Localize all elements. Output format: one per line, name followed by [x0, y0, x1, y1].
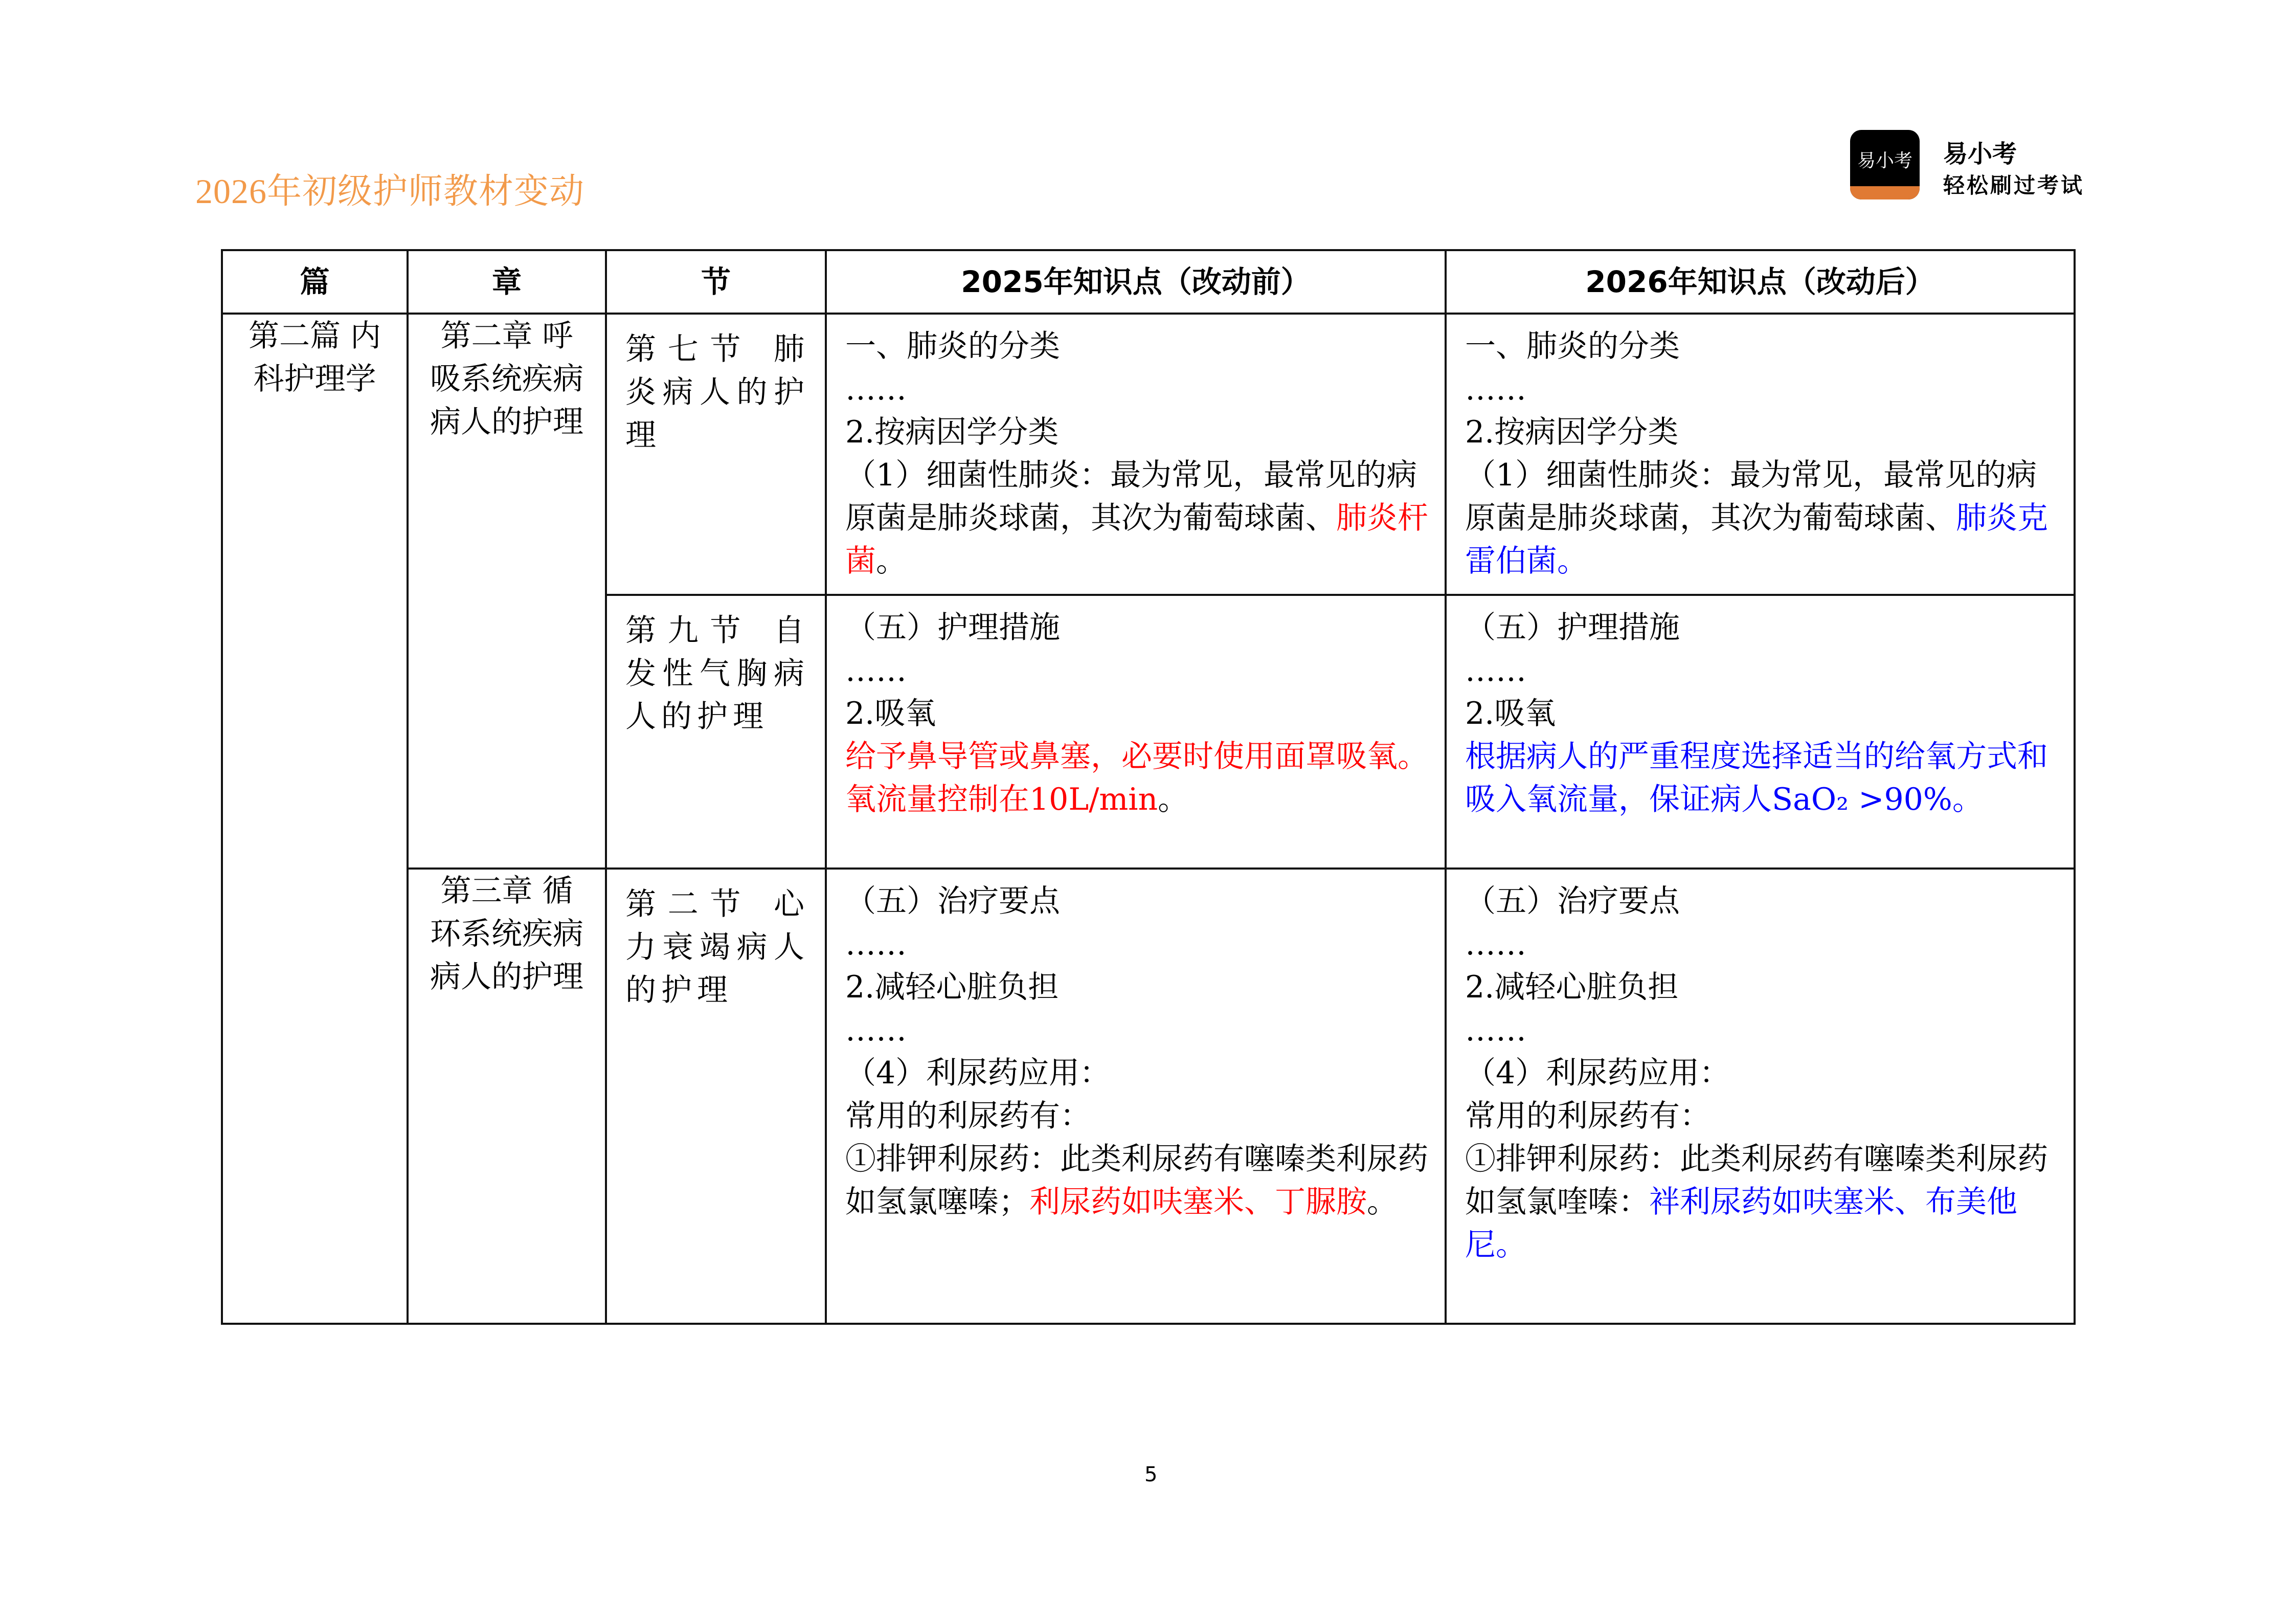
unchanged-text: （1）细菌性肺炎：最为常见，最常见的病原菌是肺炎球菌，其次为葡萄球菌、: [1465, 457, 2037, 536]
paragraph-end: 。: [1367, 1184, 1398, 1220]
unchanged-text: ①排钾利尿药：此类利尿药有噻嗪类利尿药如氢氯喹嗪：: [1465, 1141, 2048, 1220]
column-header-before: 2025年知识点（改动前）: [826, 250, 1446, 314]
app-logo-icon: [1850, 130, 1920, 199]
content-line: 2.按病因学分类: [845, 414, 1059, 450]
content-paragraph: [845, 1138, 1429, 1223]
table-row: [222, 869, 2075, 1324]
removed-text: 利尿药如呋塞米、丁脲胺: [1029, 1184, 1367, 1220]
document-title: 2026年初级护师教材变动: [195, 172, 585, 211]
content-line: （五）治疗要点: [845, 883, 1060, 919]
content-line: 常用的利尿药有：: [845, 1098, 1091, 1134]
added-text: 根据病人的严重程度选择适当的给氧方式和吸入氧流量，保证病人SaO₂ >90%。: [1465, 739, 2048, 817]
paragraph-end: 。: [876, 543, 907, 579]
content-line: （4）利尿药应用：: [845, 1055, 1111, 1091]
part-cell: 第二篇 内科护理学: [222, 314, 408, 1324]
section-cell: 第九节 自发性气胸病人的护理: [606, 595, 826, 869]
page-number: 5: [1144, 1463, 1158, 1486]
content-line: （五）护理措施: [1465, 610, 1680, 646]
column-header-part: 篇: [222, 250, 408, 314]
logo-band: [1850, 186, 1920, 199]
content-line: （五）护理措施: [845, 610, 1060, 646]
paragraph-end: 。: [1158, 782, 1189, 817]
content-paragraph: [1465, 735, 2058, 821]
after-cell: [1446, 595, 2075, 869]
logo-text: 易小考: [1857, 150, 1912, 171]
content-paragraph: [1465, 1138, 2058, 1266]
content-line: ……: [1465, 371, 1526, 407]
chapter-cell: 第二章 呼吸系统疾病病人的护理: [408, 314, 606, 869]
column-header-chapter: 章: [408, 250, 606, 314]
brand-name: 易小考: [1943, 140, 2017, 168]
content-paragraph: [845, 454, 1429, 583]
removed-text: 肺炎杆菌: [845, 500, 1428, 579]
chapter-cell: 第三章 循环系统疾病病人的护理: [408, 869, 606, 1324]
content-line: ……: [845, 371, 907, 407]
column-header-section: 节: [606, 250, 826, 314]
section-cell: 第二节 心力衰竭病人的护理: [606, 869, 826, 1324]
section-cell: 第七节 肺炎病人的护理: [606, 314, 826, 595]
table-row: [222, 314, 2075, 595]
content-line: ……: [845, 1012, 907, 1048]
content-line: 一、肺炎的分类: [1465, 328, 1680, 364]
content-line: ……: [1465, 926, 1526, 962]
before-cell: [826, 869, 1446, 1324]
unchanged-text: （1）细菌性肺炎：最为常见，最常见的病原菌是肺炎球菌，其次为葡萄球菌、: [845, 457, 1417, 536]
content-line: ……: [1465, 1012, 1526, 1048]
content-line: ……: [1465, 653, 1526, 688]
content-line: 2.吸氧: [845, 696, 936, 731]
column-header-after: 2026年知识点（改动后）: [1446, 250, 2075, 314]
content-line: 一、肺炎的分类: [845, 328, 1060, 364]
content-line: 常用的利尿药有：: [1465, 1098, 1710, 1134]
content-line: （五）治疗要点: [1465, 883, 1680, 919]
unchanged-text: ①排钾利尿药：此类利尿药有噻嗪类利尿药如氢氯噻嗪；: [845, 1141, 1428, 1220]
content-line: 2.减轻心脏负担: [1465, 969, 1679, 1005]
after-cell: [1446, 869, 2075, 1324]
brand-slogan: 轻松刷过考试: [1943, 173, 2085, 198]
content-paragraph: [1465, 454, 2058, 583]
added-text: 袢利尿药如呋塞米、布美他尼。: [1465, 1184, 2017, 1263]
content-line: ……: [845, 653, 907, 688]
changes-table: [221, 249, 2076, 1325]
content-paragraph: [845, 735, 1429, 821]
content-line: 2.吸氧: [1465, 696, 1556, 731]
after-cell: [1446, 314, 2075, 595]
content-line: 2.按病因学分类: [1465, 414, 1679, 450]
table-header-row: [222, 250, 2075, 314]
before-cell: [826, 314, 1446, 595]
added-text: 肺炎克雷伯菌。: [1465, 500, 2048, 579]
content-line: （4）利尿药应用：: [1465, 1055, 1730, 1091]
before-cell: [826, 595, 1446, 869]
content-line: ……: [845, 926, 907, 962]
removed-text: 给予鼻导管或鼻塞，必要时使用面罩吸氧。氧流量控制在10L/min: [845, 739, 1428, 817]
content-line: 2.减轻心脏负担: [845, 969, 1059, 1005]
